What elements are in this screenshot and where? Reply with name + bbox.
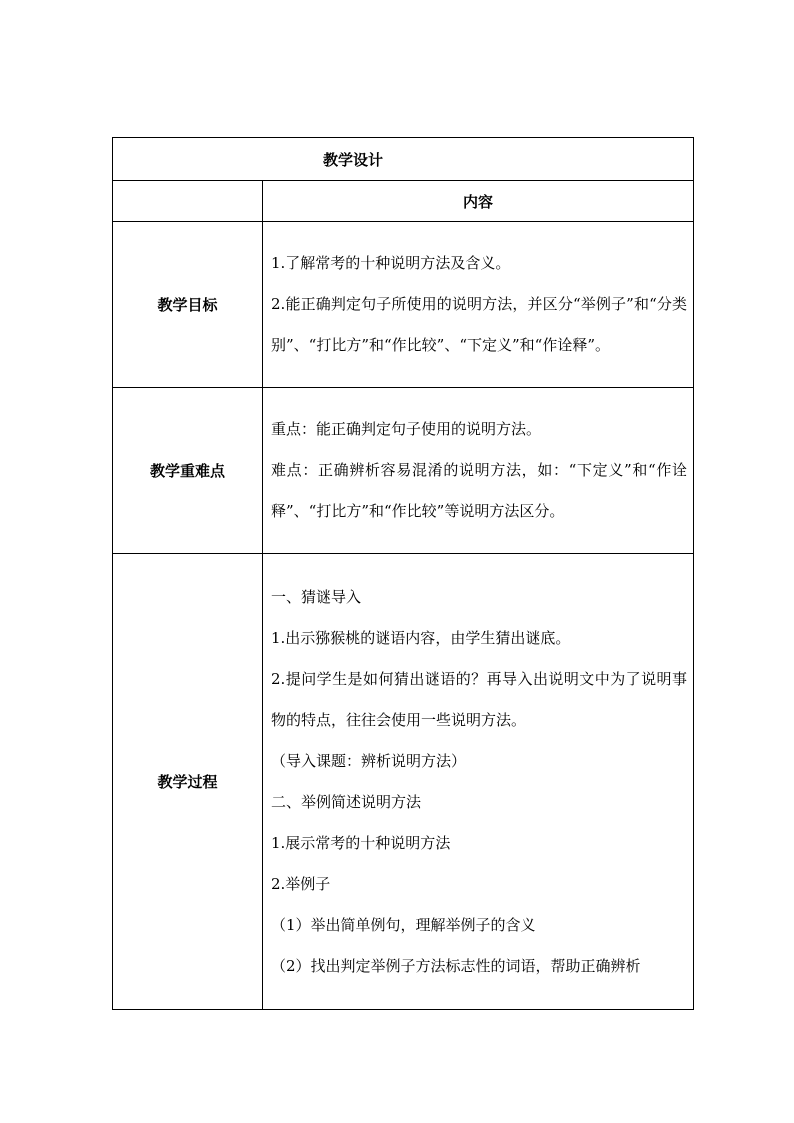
- process-line-4: （导入课题：辨析说明方法）: [271, 751, 467, 770]
- goals-line-2: 2.能正确判定句子所使用的说明方法，并区分“举例子”和“分类别”、“打比方”和“作比较”、“下定义”和“作诠释”。: [271, 295, 688, 354]
- row-content-key-points: [263, 388, 694, 554]
- header-content-cell: 内容: [263, 181, 694, 222]
- goals-line-1: 1.了解常考的十种说明方法及含义。: [271, 254, 511, 272]
- table-row-goals: [113, 222, 694, 388]
- table-row-key-points: [113, 388, 694, 554]
- header-label-cell: [113, 181, 263, 222]
- process-line-2: 1.出示猕猴桃的谜语内容，由学生猜出谜底。: [271, 628, 571, 647]
- lesson-design-table: [112, 137, 694, 1010]
- process-line-8: （1）举出简单例句，理解举例子的含义: [271, 915, 536, 934]
- process-line-7: 2.举例子: [271, 874, 331, 893]
- process-line-6: 1.展示常考的十种说明方法: [271, 833, 451, 852]
- row-content-goals: [263, 222, 694, 388]
- header-row: [113, 181, 694, 222]
- process-line-9: （2）找出判定举例子方法标志性的词语，帮助正确辨析: [271, 956, 641, 975]
- table-row-process: [113, 554, 694, 1010]
- row-content-process: [263, 554, 694, 1010]
- key-points-line-1: 重点：能正确判定句子使用的说明方法。: [271, 420, 542, 438]
- table-title: 教学设计: [113, 138, 694, 181]
- process-line-5: 二、举例简述说明方法: [271, 792, 422, 811]
- title-row: [113, 138, 694, 181]
- row-label-process: 教学过程: [113, 554, 263, 1010]
- process-line-3: 2.提问学生是如何猜出谜语的？再导入出说明文中为了说明事物的特点，往往会使用一些说明方法。: [271, 669, 688, 729]
- row-label-key-points: 教学重难点: [113, 388, 263, 554]
- key-points-line-2: 难点：正确辨析容易混淆的说明方法，如：“下定义”和“作诠释”、“打比方”和“作比较”等说明方法区分。: [271, 461, 688, 520]
- process-line-1: 一、猜谜导入: [271, 587, 362, 606]
- row-label-goals: 教学目标: [113, 222, 263, 388]
